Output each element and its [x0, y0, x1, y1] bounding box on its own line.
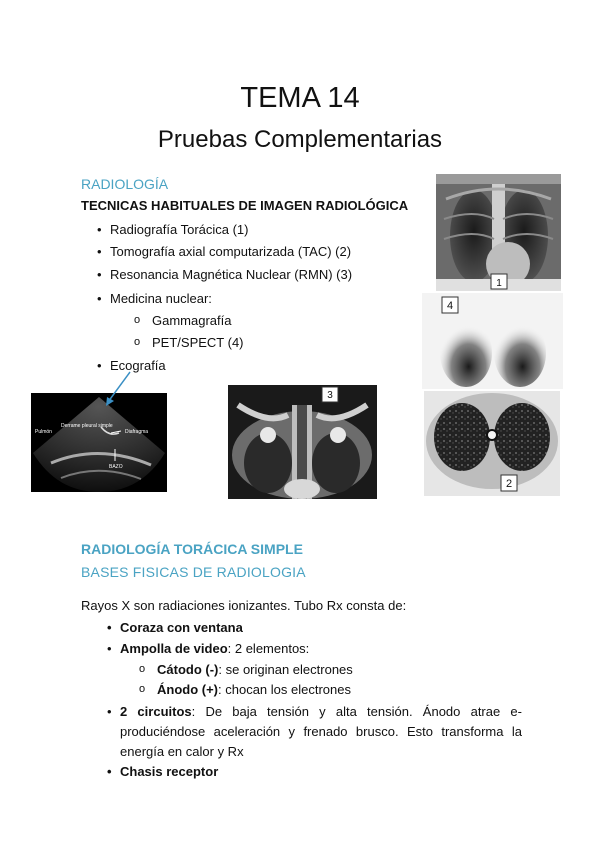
list-item-bold: Cátodo (-)	[157, 662, 219, 677]
page-subtitle: Pruebas Complementarias	[157, 126, 443, 153]
section-heading-radiologia: RADIOLOGÍA	[81, 176, 169, 192]
mri-label: 3	[327, 390, 333, 401]
list-item-text: : De baja tensión y alta tensión. Ánodo atrae e- produciéndose aceleración y frenado brusco. Esto transforma la energía en calor y Rx	[120, 704, 522, 759]
list-item: • Ecografía	[110, 358, 166, 373]
sub-list-item	[157, 662, 353, 677]
list-item: • Radiografía Torácica (1)	[110, 222, 249, 237]
list-item-bold: Ampolla de video	[120, 641, 228, 656]
list-item: • Medicina nuclear:	[110, 291, 212, 306]
list-item-text: : chocan los electrones	[218, 682, 351, 697]
echo-label-bazo: BAZO	[109, 464, 123, 470]
section-heading-radiologia-toracica: RADIOLOGÍA TORÁCICA SIMPLE	[81, 541, 303, 557]
chest-xray-image	[436, 174, 561, 291]
list-item-text: : 2 elementos:	[227, 641, 310, 656]
pet-scan-image	[422, 293, 563, 389]
ct-scan-image	[424, 391, 560, 496]
list-item: • Resonancia Magnética Nuclear (RMN) (3)	[110, 267, 352, 282]
sub-list-item: o Gammagrafía	[152, 313, 231, 328]
echo-label-pulmon: Pulmón	[35, 429, 52, 435]
page-title: TEMA 14	[240, 82, 360, 114]
mri-image	[228, 385, 377, 499]
echo-label-derrame: Derrame pleural simple	[61, 423, 113, 429]
sub-list-item	[157, 682, 351, 697]
list-item: • Chasis receptor	[120, 764, 218, 779]
section-subheading-bases: BASES FISICAS DE RADIOLOGIA	[81, 564, 306, 580]
pet-label: 4	[446, 300, 454, 312]
intro-text: Rayos X son radiaciones ionizantes. Tubo Rx consta de:	[81, 598, 407, 613]
list-item-text: : se originan electrones	[218, 662, 353, 677]
list-item	[120, 641, 309, 656]
ct-label: 2	[505, 478, 513, 490]
list-item-bold: 2 circuitos	[120, 704, 192, 719]
section-subheading-tecnicas: TECNICAS HABITUALES DE IMAGEN RADIOLÓGICA	[81, 198, 409, 213]
xray-label: 1	[496, 278, 502, 289]
pointer-arrow-icon	[98, 370, 138, 410]
list-item: • Coraza con ventana	[120, 620, 243, 635]
list-item: • Tomografía axial computarizada (TAC) (2)	[110, 244, 351, 259]
list-item-bold: Ánodo (+)	[157, 682, 219, 697]
list-item	[120, 702, 522, 762]
sub-list-item: o PET/SPECT (4)	[152, 335, 244, 350]
echo-label-diafragma: Diafragma	[125, 429, 149, 435]
